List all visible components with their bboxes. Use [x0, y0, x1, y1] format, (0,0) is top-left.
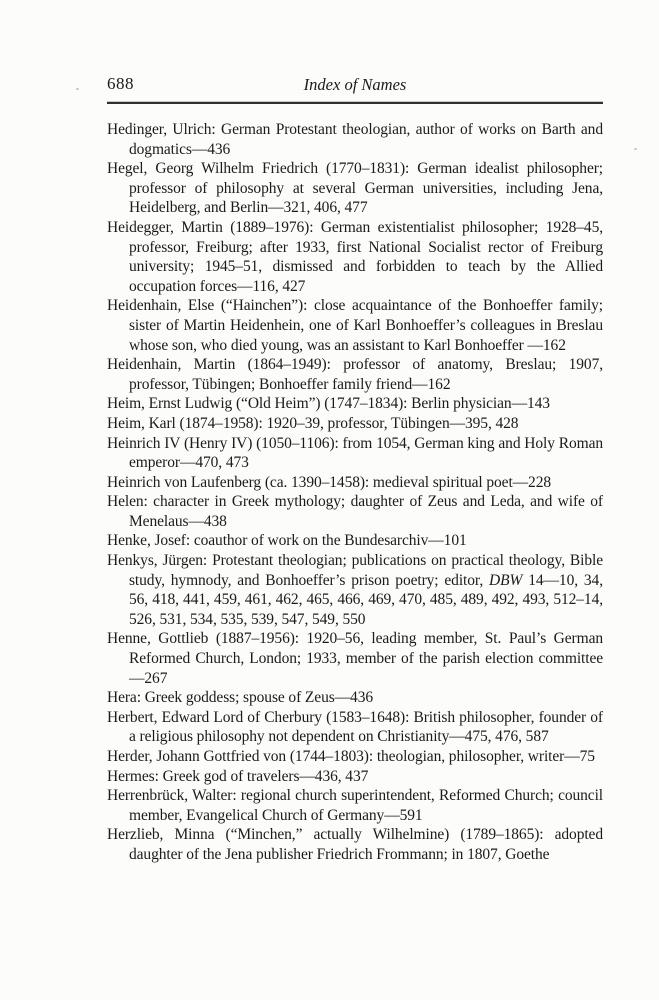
index-entry — [107, 531, 603, 551]
entry-text: Helen: character in Greek mythology; daughter of Zeus and Leda, and wife of Menelaus—438 — [107, 493, 603, 530]
entry-text: Hera: Greek goddess; spouse of Zeus—436 — [107, 689, 373, 707]
header-rule — [107, 102, 603, 104]
index-entry — [107, 394, 603, 414]
page-number: 688 — [107, 74, 134, 93]
index-entry — [107, 296, 603, 355]
index-entry — [107, 434, 603, 473]
running-head-title: Index of Names — [303, 75, 407, 94]
index-entry — [107, 120, 603, 159]
entry-text-italic: DBW — [489, 571, 523, 589]
entry-text: Hegel, Georg Wilhelm Friedrich (1770–1831): German idealist philosopher; professor of philosophy at several German universities, including Jena, Heidelberg, and Berlin—321, 406, 477 — [107, 160, 603, 217]
entry-text: Hermes: Greek god of travelers—436, 437 — [107, 767, 369, 785]
entry-text: Heim, Karl (1874–1958): 1920–39, professor, Tübingen—395, 428 — [107, 414, 519, 432]
index-entry — [107, 688, 603, 708]
index-entry — [107, 218, 603, 296]
index-entry — [107, 414, 603, 434]
entry-text: Henkys, Jürgen: Protestant theologian; publications on practical theology, Bible study, hymnody, and Bonhoeffer’s prison poetry; editor, — [107, 552, 603, 589]
entry-text: Heidegger, Martin (1889–1976): German existentialist philosopher; 1928–45, professor, Freiburg; after 1933, first National Socialist rector of Freiburg university; 1945–51, dismissed and forbidden to teach by the Allied occupation forces—116, 427 — [107, 218, 603, 295]
entry-text: Hedinger, Ulrich: German Protestant theologian, author of works on Barth and dogmatics—436 — [107, 121, 603, 158]
entry-text: Heidenhain, Martin (1864–1949): professor of anatomy, Breslau; 1907, professor, Tübingen; Bonhoeffer family friend—162 — [107, 356, 603, 393]
entry-text: Heinrich IV (Henry IV) (1050–1106): from 1054, German king and Holy Roman emperor—470, 473 — [107, 434, 603, 472]
scan-speck — [634, 148, 637, 150]
entry-text: Herbert, Edward Lord of Cherbury (1583–1648): British philosopher, founder of a religious philosophy not dependent on Christianity—475, 476, 587 — [107, 708, 603, 746]
scan-speck — [76, 88, 79, 90]
index-entry — [107, 747, 603, 767]
index-entry — [107, 492, 603, 531]
index-entry — [107, 629, 603, 688]
index-entry — [107, 786, 603, 825]
index-entries — [107, 120, 603, 865]
index-entry — [107, 473, 603, 493]
entry-text: Herzlieb, Minna (“Minchen,” actually Wilhelmine) (1789–1865): adopted daughter of the Jena publisher Friedrich Frommann; in 1807, Goethe — [107, 826, 603, 863]
entry-text: Heidenhain, Else (“Hainchen”): close acquaintance of the Bonhoeffer family; sister of Martin Heidenhein, one of Karl Bonhoeffer’s colleagues in Breslau whose son, who died young, was an assistant to Karl Bonhoeffer —162 — [107, 297, 603, 354]
index-entry — [107, 355, 603, 394]
page-header — [107, 74, 603, 98]
entry-text: Heinrich von Laufenberg (ca. 1390–1458): medieval spiritual poet—228 — [107, 473, 552, 491]
entry-text: Henke, Josef: coauthor of work on the Bundesarchiv—101 — [107, 532, 467, 550]
entry-text: 14—10, 34, 56, 418, 441, 459, 461, 462, 465, 466, 469, 470, 485, 489, 492, 493, 512–14, 526, 531, 534, 535, 539, 547, 549, 550 — [129, 571, 603, 628]
index-entry — [107, 159, 603, 218]
entry-text: Herder, Johann Gottfried von (1744–1803): theologian, philosopher, writer—75 — [107, 748, 595, 765]
index-entry — [107, 551, 603, 629]
entry-text: Herrenbrück, Walter: regional church superintendent, Reformed Church; council member, Evangelical Church of Germany—591 — [107, 787, 603, 824]
index-entry — [107, 708, 603, 747]
index-entry — [107, 825, 603, 864]
entry-text: Heim, Ernst Ludwig (“Old Heim”) (1747–1834): Berlin physician—143 — [107, 395, 550, 413]
index-entry — [107, 767, 603, 787]
entry-text: Henne, Gottlieb (1887–1956): 1920–56, leading member, St. Paul’s German Reformed Church, London; 1933, member of the parish election committee—267 — [107, 630, 603, 687]
